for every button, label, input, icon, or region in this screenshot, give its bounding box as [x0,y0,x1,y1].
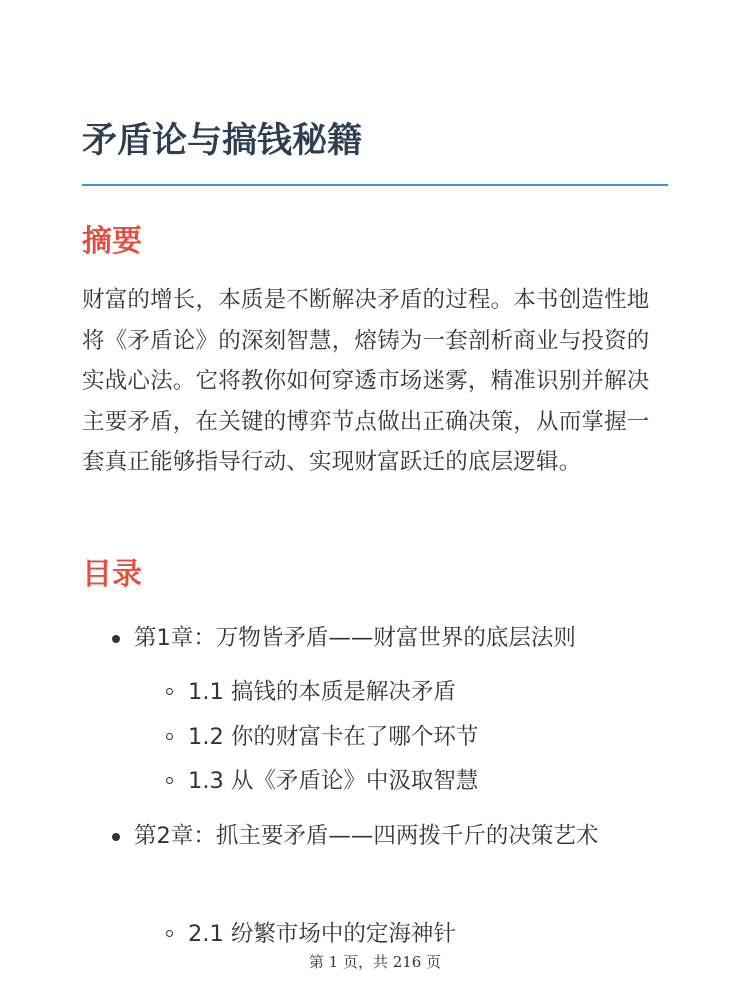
page-footer: 第 1 页，共 216 页 [308,953,442,971]
toc-heading: 目录 [82,557,142,592]
abstract-text: 财富的增长，本质是不断解决矛盾的过程。本书创造性地将《矛盾论》的深刻智慧，熔铸为一套剖析商业与投资的实战心法。它将教你如何穿透市场迷雾，精准识别并解决主要矛盾，在关键的博弈节点做出正确决策，从而掌握一套真正能够指导行动、实现财富跃迁的底层逻辑。 [82,287,650,475]
document-title: 矛盾论与搞钱秘籍 [82,121,363,161]
toc-section-1-3[interactable]: 1.3 从《矛盾论》中汲取智慧 [188,763,668,799]
toc-chapter-2[interactable]: 第2章：抓主要矛盾——四两拨千斤的决策艺术 [134,818,668,854]
toc-chapter-1[interactable]: 第1章：万物皆矛盾——财富世界的底层法则 [134,620,668,656]
document-page [82,0,668,1000]
toc-section-1-1[interactable]: 1.1 搞钱的本质是解决矛盾 [188,674,668,710]
toc-section-1-2[interactable]: 1.2 你的财富卡在了哪个环节 [188,719,668,755]
abstract-heading: 摘要 [82,224,142,259]
toc-section-2-1[interactable]: 2.1 纷繁市场中的定海神针 [188,916,668,952]
title-divider [82,184,668,186]
